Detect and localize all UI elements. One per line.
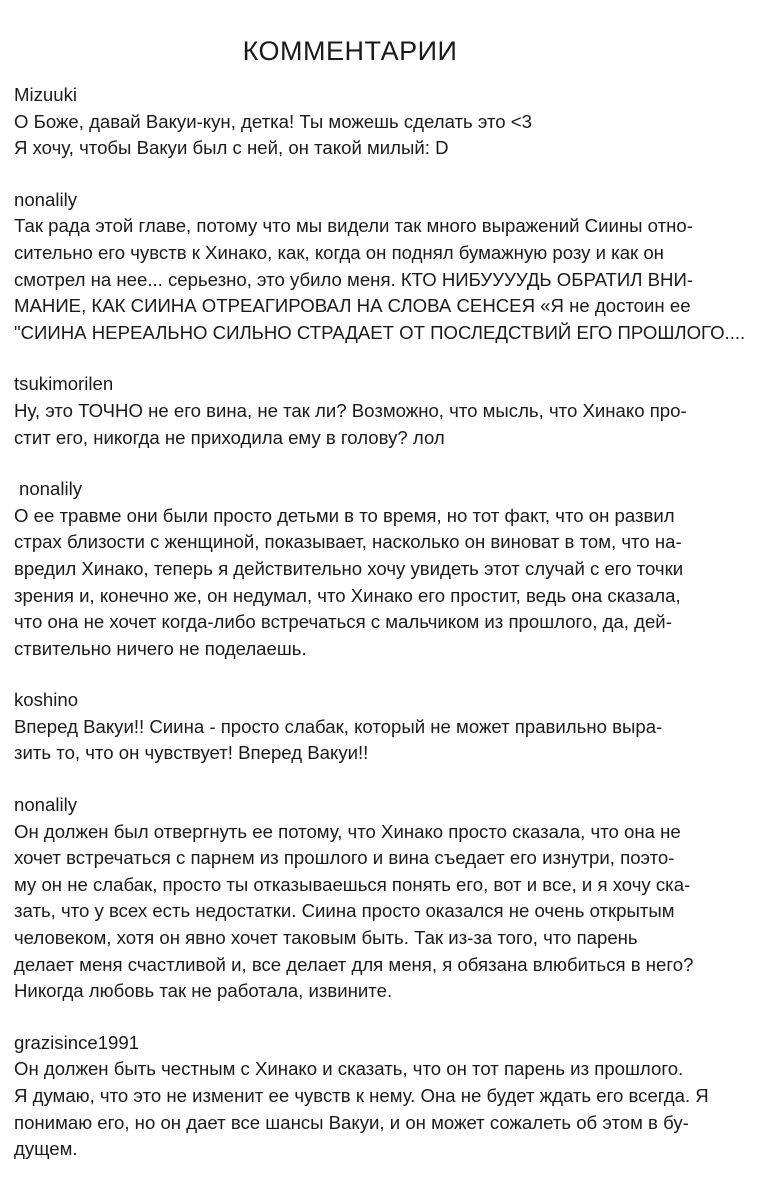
comment bbox=[14, 187, 762, 347]
comment bbox=[14, 476, 762, 662]
comment-line: хочет встречаться с парнем из прошлого и вина съедает его изнутри, поэто- bbox=[14, 847, 675, 869]
comment-line: понимаю его, но он дает все шансы Вакуи, и он может сожалеть об этом в бу- bbox=[14, 1111, 689, 1133]
comment-line: зить то, что он чувствует! Вперед Вакуи!! bbox=[14, 742, 369, 764]
comment-line: Я думаю, что это не изменит ее чувств к нему. Она не будет ждать его всегда. Я bbox=[14, 1085, 709, 1106]
comment-line: человеком, хотя он явно хочет таковым быть. Так из-за того, что парень bbox=[14, 927, 638, 949]
comments-list bbox=[14, 82, 762, 1188]
comment-line: МАНИЕ, КАК СИИНА ОТРЕАГИРОВАЛ НА СЛОВА СЕНСЕЯ «Я не достоин ее bbox=[14, 295, 691, 317]
comment-line: делает меня счастливой и, все делает для меня, я обязана влюбиться в него? bbox=[14, 953, 694, 975]
comment-line: Я хочу, чтобы Вакуи был с ней, он такой милый: D bbox=[14, 137, 449, 159]
comment-line: "СИИНА НЕРЕАЛЬНО СИЛЬНО СТРАДАЕТ ОТ ПОСЛЕДСТВИЙ ЕГО ПРОШЛОГО.... bbox=[14, 321, 746, 343]
page-title: КОММЕНТАРИИ bbox=[242, 36, 458, 66]
comment-author: nonalily bbox=[14, 188, 78, 210]
comment bbox=[14, 1030, 762, 1163]
comment-line: Ну, это ТОЧНО не его вина, не так ли? Возможно, что мысль, что Хинако про- bbox=[14, 399, 687, 421]
comment-line: О ее травме они были просто детьми в то время, но тот факт, что он развил bbox=[14, 504, 675, 526]
comment-line: Он должен быть честным с Хинако и сказать, что он тот парень из прошлого. bbox=[14, 1058, 684, 1080]
comment bbox=[14, 371, 762, 451]
comment-line: Никогда любовь так не работала, извините. bbox=[14, 980, 393, 1002]
comment-line: дущем. bbox=[14, 1138, 78, 1160]
comment-line: вредил Хинако, теперь я действительно хочу увидеть этот случай с его точки bbox=[14, 557, 684, 579]
comment-line: О Боже, давай Вакуи-кун, детка! Ты можешь сделать это <3 bbox=[14, 110, 532, 132]
comment-line: му он не слабак, просто ты отказываешься понять его, вот и все, и я хочу ска- bbox=[14, 873, 691, 895]
comment-author: Mizuuki bbox=[14, 84, 78, 105]
comment-line: Он должен был отвергнуть ее потому, что Хинако просто сказала, что она не bbox=[14, 820, 681, 842]
comment bbox=[14, 687, 762, 767]
comment-author: koshino bbox=[14, 689, 79, 711]
comment-line: зать, что у всех есть недостатки. Сиина просто оказался не очень открытым bbox=[14, 900, 675, 922]
comment-line: Так рада этой главе, потому что мы видели так много выражений Сиины отно- bbox=[14, 215, 693, 237]
comment-author: nonalily bbox=[19, 478, 83, 500]
comment-line: зрения и, конечно же, он недумал, что Хинако его простит, ведь она сказала, bbox=[14, 584, 681, 606]
comment-line: Вперед Вакуи!! Сиина - просто слабак, который не может правильно выра- bbox=[14, 715, 663, 737]
comment-line: сительно его чувств к Хинако, как, когда он поднял бумажную розу и как он bbox=[14, 241, 664, 263]
comment-line: стит его, никогда не приходила ему в голову? лол bbox=[14, 426, 445, 448]
comment-line: смотрел на нее... серьезно, это убило меня. КТО НИБУУУУДЬ ОБРАТИЛ ВНИ- bbox=[14, 268, 694, 290]
comment-author: tsukimorilen bbox=[14, 373, 114, 395]
comment bbox=[14, 792, 762, 1005]
comment-author: nonalily bbox=[14, 794, 78, 816]
comment-line: страх близости с женщиной, показывает, насколько он виноват в том, что на- bbox=[14, 531, 682, 553]
comment bbox=[14, 82, 762, 162]
comment-line: что она не хочет когда-либо встречаться с мальчиком из прошлого, да, дей- bbox=[14, 611, 672, 633]
comment-line: ствительно ничего не поделаешь. bbox=[14, 637, 307, 659]
comment-author: grazisince1991 bbox=[14, 1031, 140, 1053]
